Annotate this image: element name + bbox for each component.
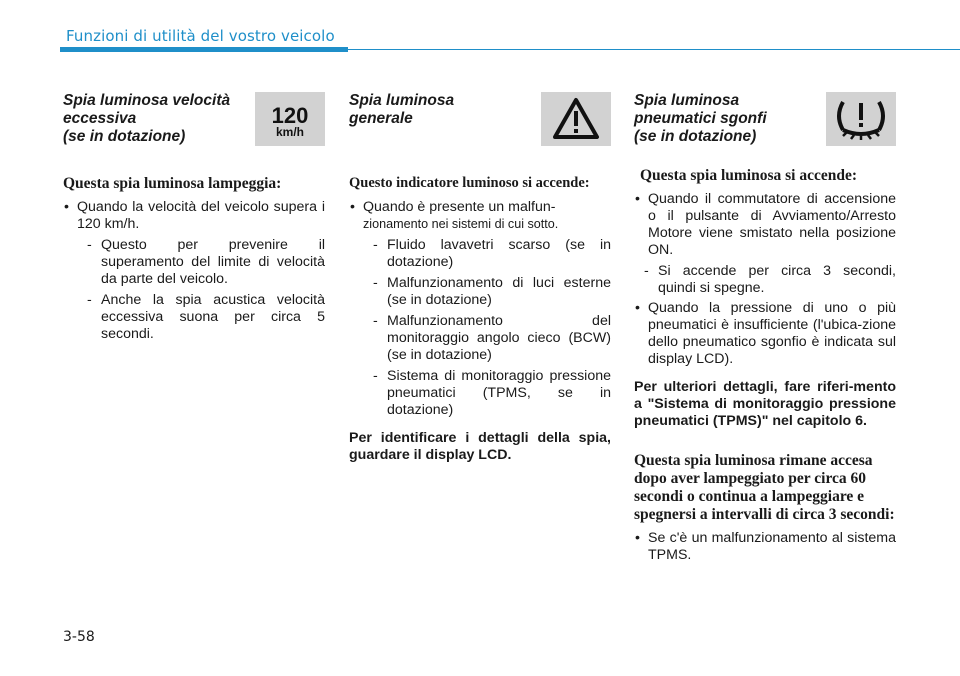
dash-item: - Si accende per circa 3 secondi, quindi si spegne. bbox=[644, 263, 896, 296]
intro-text-2: Questa spia luminosa rimane accesa dopo aver lampeggiato per circa 60 secondi o continua a lampeggiare e spegnersi a intervalli di circa 3 secondi: bbox=[634, 452, 895, 523]
intro-text: Questo indicatore luminoso si accende: bbox=[349, 175, 590, 191]
section-header-overspeed bbox=[63, 92, 325, 154]
section-header-general bbox=[349, 92, 611, 154]
dash-item: - Sistema di monitoraggio pressione pneumatici (TPMS, se in dotazione) bbox=[373, 368, 611, 418]
dash-item: - Malfunzionamento del monitoraggio angolo cieco (BCW) (se in dotazione) bbox=[373, 313, 611, 363]
dash-item: - Malfunzionamento di luci esterne (se in dotazione) bbox=[373, 275, 611, 308]
section-title-overspeed: Spia luminosa velocità eccessiva (se in dotazione) bbox=[63, 92, 231, 145]
overspeed-icon-unit: km/h bbox=[275, 125, 305, 139]
intro-text: Questa spia luminosa si accende: bbox=[640, 167, 858, 184]
tire-pressure-warning-icon bbox=[826, 92, 896, 146]
chapter-header-title: Funzioni di utilità del vostro veicolo bbox=[66, 27, 335, 45]
dash-item: - Anche la spia acustica velocità eccessiva suona per circa 5 secondi. bbox=[87, 292, 325, 342]
header-rule bbox=[348, 49, 960, 50]
dash-item: - Fluido lavavetri scarso (se in dotazione) bbox=[373, 237, 611, 270]
bullet-item: • Quando la pressione di uno o più pneumatici è insufficiente (l'ubica-zione dello pneumatico sgonfio è indicata sul display LCD). bbox=[634, 300, 896, 368]
dash-item: - Questo per prevenire il superamento del limite di velocità da parte del veicolo. bbox=[87, 237, 325, 287]
note-text: Per ulteriori dettagli, fare riferi-mento a "Sistema di monitoraggio pressione pneumatici (TPMS)" nel capitolo 6. bbox=[634, 379, 896, 429]
bullet-item: • Se c'è un malfunzionamento al sistema TPMS. bbox=[634, 530, 896, 564]
bullet-item: • Quando la velocità del veicolo supera i 120 km/h. bbox=[63, 199, 325, 233]
intro-text: Questa spia luminosa lampeggia: bbox=[63, 175, 282, 192]
bullet-item: • Quando è presente un malfun- zionamento nei sistemi di cui sotto. bbox=[349, 199, 611, 233]
section-header-tpms bbox=[634, 92, 896, 154]
section-title-general: Spia luminosa generale bbox=[349, 92, 455, 127]
column-general-warning bbox=[349, 92, 611, 464]
general-warning-triangle-icon bbox=[541, 92, 611, 146]
bullet-item: • Quando il commutatore di accensione o il pulsante di Avviamento/Arresto Motore viene smistato nella posizione ON. bbox=[634, 191, 896, 259]
overspeed-icon-number: 120 bbox=[271, 103, 309, 128]
note-text: Per identificare i dettagli della spia, guardare il display LCD. bbox=[349, 430, 611, 463]
header-accent-bar bbox=[60, 47, 348, 52]
column-tire-pressure bbox=[634, 92, 896, 567]
column-overspeed bbox=[63, 92, 325, 346]
page-number: 3-58 bbox=[63, 629, 95, 645]
overspeed-warning-icon bbox=[255, 92, 325, 146]
section-title-tpms: Spia luminosa pneumatici sgonfi (se in dotazione) bbox=[634, 92, 767, 145]
